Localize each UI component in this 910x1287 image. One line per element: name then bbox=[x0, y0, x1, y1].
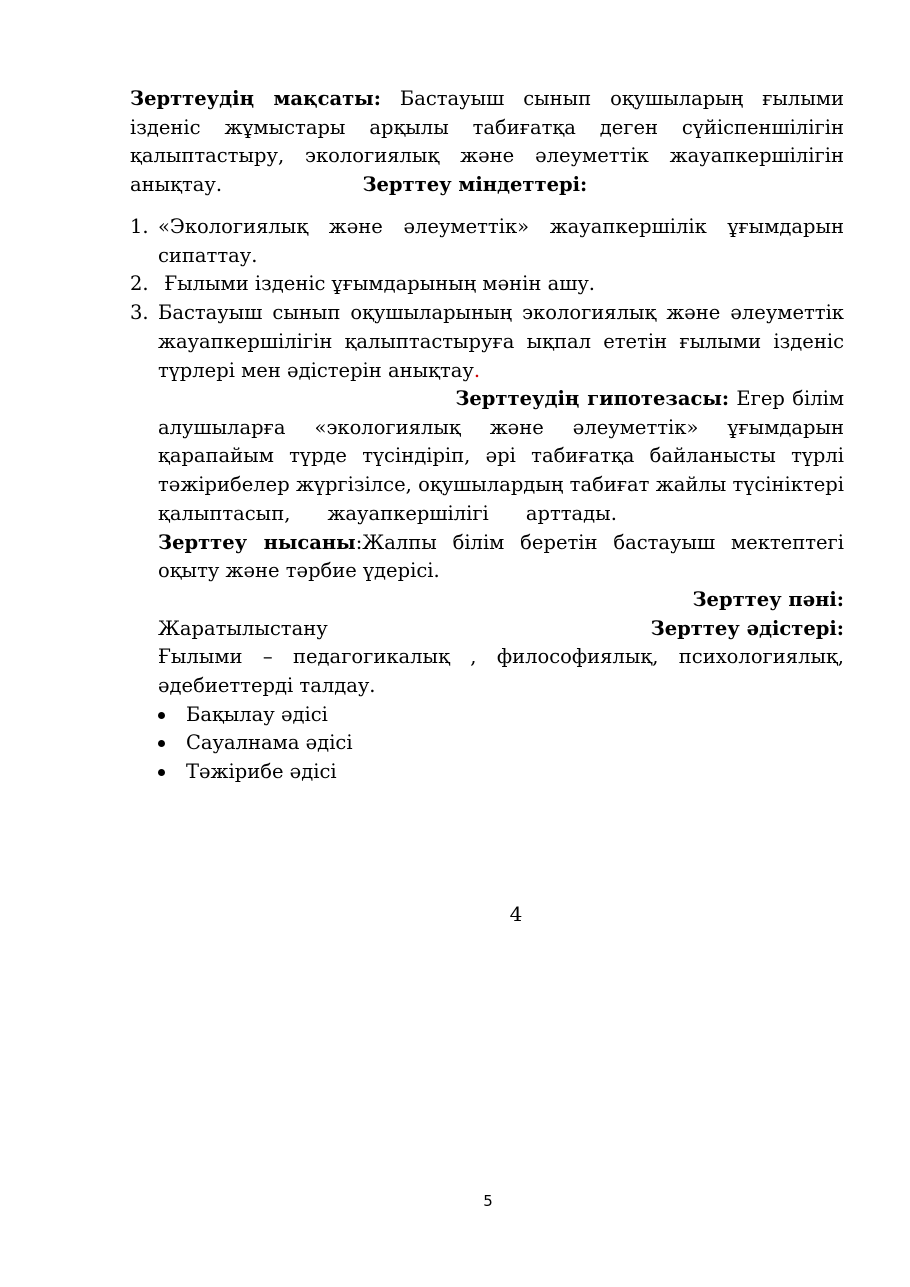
hypothesis-label: Зерттеудің гипотезасы: bbox=[455, 387, 730, 410]
bullet-icon bbox=[158, 769, 165, 776]
research-tasks-list bbox=[130, 213, 844, 385]
subject-heading-line bbox=[158, 586, 844, 615]
list-item bbox=[130, 270, 844, 299]
list-item bbox=[158, 729, 844, 758]
list-number: 2. bbox=[130, 272, 149, 296]
list-number: 1. bbox=[130, 215, 149, 238]
research-aim-paragraph bbox=[130, 85, 844, 200]
bullet-icon bbox=[158, 740, 165, 747]
method-item: Бақылау әдісі bbox=[186, 702, 328, 726]
list-item bbox=[130, 299, 844, 385]
methods-text: Ғылыми – педагогикалық , философиялық, психологиялық, әдебиеттерді талдау. bbox=[158, 645, 844, 698]
task-text: «Экологиялық және әлеуметтік» жауапкершілік ұғымдарын сипаттау. bbox=[158, 215, 844, 267]
inner-page-number: 4 bbox=[509, 902, 523, 926]
method-item: Тәжірибе әдісі bbox=[186, 760, 337, 784]
task-end-mark: . bbox=[473, 358, 481, 382]
object-label: Зерттеу нысаны bbox=[158, 530, 356, 554]
subject-text: Жаратылыстану bbox=[158, 616, 328, 640]
subject-methods-line bbox=[158, 615, 844, 644]
hypothesis-text: Егер білім алушыларға «экологиялық және әлеуметтік» ұғымдарын қарапайым түрде түсіндіріп, әрі табиғатқа байланысты түрлі тәжірибелер жүргізілсе, оқушылардың табиғат жайлы түсініктері қалыптасып, жауапкершілігі арттады. bbox=[158, 387, 844, 525]
aim-text: Бастауыш сынып оқушыларың ғылыми ізденіс жұмыстары арқылы табиғатқа деген сүйіспеншілігін қалыптастыру, экологиялық және әлеуметтік жауапкершілігін анықтау. bbox=[130, 87, 845, 197]
list-item bbox=[130, 213, 844, 270]
list-item bbox=[158, 701, 844, 730]
object-text: :Жалпы білім беретін бастауыш мектептегі оқыту және тәрбие үдерісі. bbox=[158, 530, 844, 583]
method-item: Сауалнама әдісі bbox=[186, 731, 353, 755]
aim-label: Зерттеудің мақсаты: bbox=[130, 87, 381, 110]
bullet-icon bbox=[158, 712, 165, 719]
research-details bbox=[158, 385, 844, 787]
subject-label: Зерттеу пәні: bbox=[692, 587, 844, 611]
list-number: 3. bbox=[130, 301, 149, 325]
hypothesis-paragraph bbox=[158, 385, 844, 586]
task-text: Ғылыми ізденіс ұғымдарының мәнін ашу. bbox=[158, 272, 595, 296]
task-text: Бастауыш сынып оқушыларының экологиялық және әлеуметтік жауапкершілігін қалыптастыруға ықпал ететін ғылыми ізденіс түрлері мен әдістерін анықтау bbox=[158, 301, 844, 382]
footer-page-number: 5 bbox=[483, 1192, 493, 1210]
tasks-heading: Зерттеу міндеттері: bbox=[362, 173, 588, 197]
list-item bbox=[158, 758, 844, 787]
methods-label: Зерттеу әдістері: bbox=[650, 616, 844, 640]
methods-paragraph bbox=[158, 643, 844, 700]
methods-list bbox=[158, 701, 844, 787]
